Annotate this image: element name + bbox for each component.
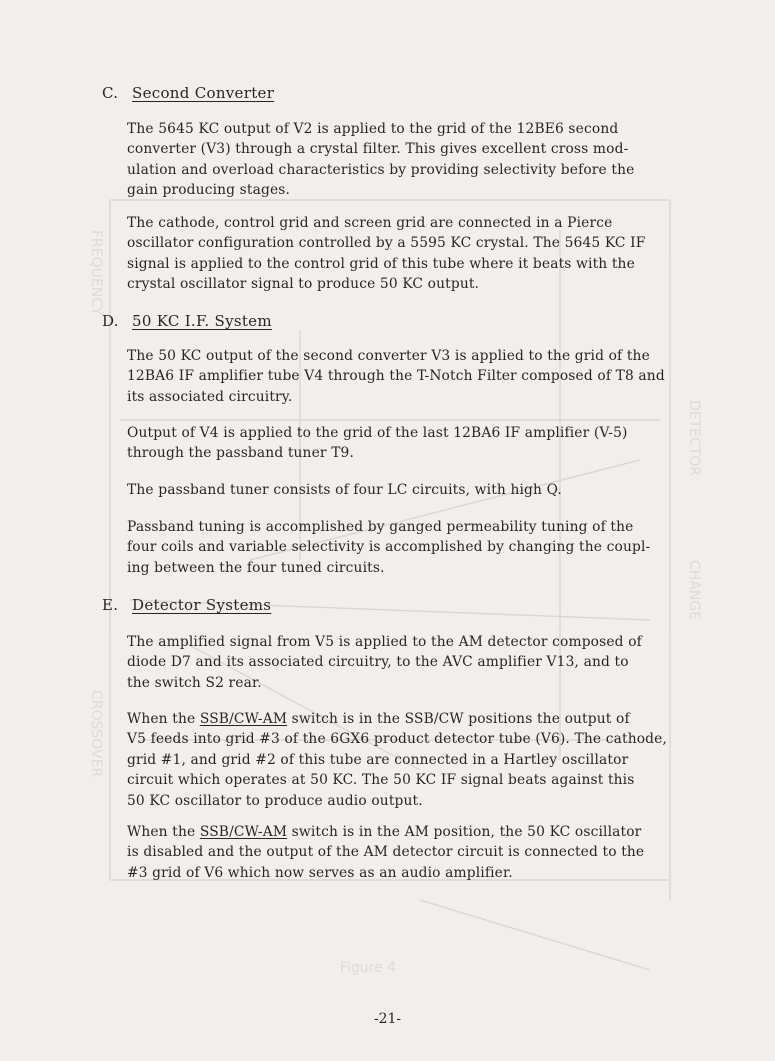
text-rest: switch is in the AM position, the 50 KC oscillator is disabled and the output of the AM detector circuit is connected to the #3 grid of V6 which now serves as an audio amplifier. — [127, 824, 645, 881]
svg-text:DETECTOR: DETECTOR — [686, 400, 702, 477]
paragraph: The cathode, control grid and screen grid are connected in a Pierce oscillator configuration controlled by a 5595 KC crystal. The 5645 KC IF signal is applied to the control grid of this tube where it beats with the crystal oscillator signal to produce 50 KC output. — [127, 215, 646, 293]
switch-label: SSB/CW-AM — [199, 824, 288, 840]
section-title: Second Converter — [132, 84, 275, 102]
text-prefix: When the — [127, 824, 200, 840]
section-letter: E. — [102, 596, 119, 614]
paragraph-switch-am — [127, 822, 747, 883]
section-heading-second-converter — [102, 84, 280, 102]
switch-label: SSB/CW-AM — [199, 711, 288, 727]
page-number: -21- — [373, 1011, 402, 1027]
text-rest: switch is in the SSB/CW positions the output of V5 feeds into grid #3 of the 6GX6 product detector tube (V6). The cathode, grid #1, and grid #2 of this tube are connected in a Hartley oscillator circuit which operates at 50 KC. The 50 KC IF signal beats against this 50 KC oscillator to produce audio output. — [127, 711, 668, 809]
section-letter: C. — [102, 84, 119, 102]
svg-text:FREQUENCY: FREQUENCY — [88, 230, 104, 316]
paragraph: The amplified signal from V5 is applied to the AM detector composed of diode D7 and its associated circuitry, to the AVC amplifier V13, and to the switch S2 rear. — [127, 634, 642, 691]
section-title: 50 KC I.F. System — [132, 312, 272, 330]
section-heading-if-system — [102, 312, 278, 330]
paragraph: Output of V4 is applied to the grid of the last 12BA6 IF amplifier (V-5) through the passband tuner T9. — [127, 425, 628, 462]
svg-text:CHANGE: CHANGE — [686, 560, 702, 621]
paragraph: The 5645 KC output of V2 is applied to the grid of the 12BE6 second converter (V3) through a crystal filter. This gives excellent cross mod- ulation and overload characteristics by providing selectivity before the gain producing stages. — [127, 121, 635, 199]
section-title: Detector Systems — [132, 596, 272, 614]
paragraph-switch-ssb — [127, 709, 747, 811]
paragraph: The 50 KC output of the second converter V3 is applied to the grid of the 12BA6 IF amplifier tube V4 through the T-Notch Filter composed of T8 and its associated circuitry. — [127, 348, 665, 405]
svg-text:Figure 4: Figure 4 — [340, 960, 397, 976]
section-heading-detector-systems — [102, 596, 277, 614]
paragraph: The passband tuner consists of four LC circuits, with high Q. — [127, 482, 562, 498]
text-prefix: When the — [127, 711, 200, 727]
svg-text:CROSSOVER: CROSSOVER — [88, 690, 104, 778]
section-letter: D. — [102, 312, 119, 330]
paragraph: Passband tuning is accomplished by ganged permeability tuning of the four coils and variable selectivity is accomplished by changing the coupl- ing between the four tuned circuits. — [127, 519, 651, 576]
